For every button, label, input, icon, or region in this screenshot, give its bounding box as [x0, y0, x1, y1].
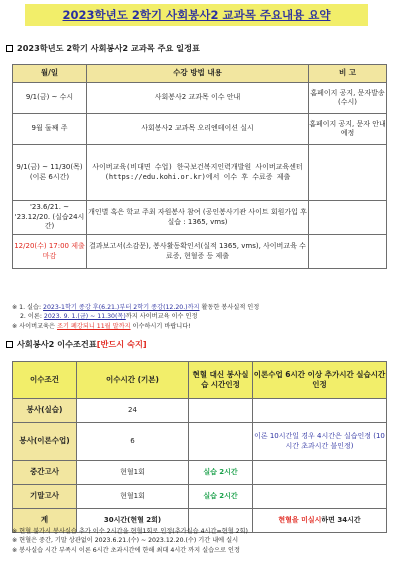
schedule-table [12, 64, 387, 269]
table-row [13, 145, 387, 201]
note-line: ※ 현혈은 중간, 기말 상관없이 2023.6.21.(수) ~ 2023.12.20.(수) 기간 내에 실시 [12, 537, 239, 545]
row-label: 중간고사 [13, 461, 77, 485]
table-row [13, 235, 387, 269]
note-text: 까지 사이버교육 이수 인정 [125, 313, 198, 321]
row-extra [253, 399, 387, 423]
table-row [13, 485, 387, 509]
note-line: ※ 봉사실습 시간 부족시 이론 6시간 초과시간에 한해 최대 4시간 까지 실습으로 인정 [12, 546, 240, 554]
table-row [13, 201, 387, 235]
note-text: 활동한 봉사실적 인정 [199, 304, 260, 311]
schedule-heading [6, 43, 200, 54]
row-donation [189, 423, 253, 461]
requirements-heading-emphasis: [반드시 숙지] [96, 339, 147, 349]
schedule-heading-text: 2023학년도 2학기 사회봉사2 교과목 주요 일정표 [17, 43, 200, 53]
row-content: 개인별 혹은 학교 주최 자원봉사 참여 (공인봉사기관 사이트 회원가입 후 실습 : 1365, vms) [87, 201, 309, 235]
note-text: 2. 이론: [20, 313, 44, 321]
checkbox-square-icon [6, 341, 13, 348]
requirements-notes [12, 527, 248, 555]
note-text: 이수하시기 바랍니다! [130, 322, 191, 330]
requirements-heading [6, 339, 147, 350]
note-highlight: 2023-1학기 종강 후(6.21.)부터 2학기 종강(12.20.)까지 [43, 304, 200, 311]
header-donation: 현혈 대신 봉사실습 시간인정 [189, 362, 253, 399]
row-content: 사회봉사2 교과목 오리엔테이션 실시 [87, 114, 309, 145]
header-hours: 이수시간 (기본) [77, 362, 189, 399]
header-extra: 이론수업 6시간 이상 추가시간 실습시간 인정 [253, 362, 387, 399]
header-note: 비 고 [309, 65, 387, 83]
note-text: ※ 사이버교육은 [12, 322, 57, 330]
row-donation [189, 399, 253, 423]
page-title: 2023학년도 2학기 사회봉사2 교과목 주요내용 요약 [25, 4, 368, 26]
row-label: 계 [13, 509, 77, 533]
row-note: 홈페이지 공지, 문자 안내 예정 [309, 114, 387, 145]
row-donation: 실습 2시간 [189, 461, 253, 485]
row-date: 9/1(금) ~ 11/30(목) (이론 6시간) [13, 145, 87, 201]
row-hours: 현혈1회 [77, 461, 189, 485]
row-note [309, 201, 387, 235]
table-row [13, 114, 387, 145]
row-date: '23.6/21. ~ '23.12/20. (실습24시간) [13, 201, 87, 235]
table-row [13, 423, 387, 461]
row-extra [253, 461, 387, 485]
table-row [13, 399, 387, 423]
note-highlight: 2023. 9. 1.(금) ~ 11.30(목) [43, 313, 126, 321]
row-content: 사이버교육(비대면 수업) 한국보건복지인력개발원 사이버교육센터(https://edu.kohi.or.kr)에서 이수 후 수료증 제출 [87, 145, 309, 201]
note-text: ※ 1. 실습: [12, 304, 44, 311]
table-row [13, 83, 387, 114]
total-extra-emphasis: 현혈을 미실시 [278, 515, 322, 524]
row-note [309, 145, 387, 201]
row-label: 봉사(이론수업) [13, 423, 77, 461]
note-highlight: 조기 폐강되니 11월 말까지 [56, 322, 131, 330]
row-hours: 24 [77, 399, 189, 423]
row-note [309, 235, 387, 269]
row-label: 기말고사 [13, 485, 77, 509]
requirements-heading-text: 사회봉사2 이수조건표 [17, 339, 97, 349]
note-line [12, 322, 259, 331]
row-date: 9월 둘째 주 [13, 114, 87, 145]
total-extra-text: 하면 34시간 [321, 515, 361, 524]
row-extra [253, 485, 387, 509]
row-extra [253, 509, 387, 533]
row-hours: 현혈1회 [77, 485, 189, 509]
schedule-notes [12, 303, 259, 331]
schedule-header-row [13, 65, 387, 83]
requirements-header-row [13, 362, 387, 399]
header-condition: 이수조건 [13, 362, 77, 399]
note-line: ※ 현혈 불가시 봉사실습 추가 이수 2시간을 현혈1회로 인정(추가실습 4시간=현혈 2회) [12, 528, 248, 535]
row-hours: 6 [77, 423, 189, 461]
note-line [12, 303, 259, 312]
requirements-table [12, 361, 387, 533]
header-date: 월/일 [13, 65, 87, 83]
checkbox-square-icon [6, 45, 13, 52]
row-donation: 실습 2시간 [189, 485, 253, 509]
row-note: 홈페이지 공지, 문자발송(수시) [309, 83, 387, 114]
row-label: 봉사(실습) [13, 399, 77, 423]
row-content: 사회봉사2 교과목 이수 안내 [87, 83, 309, 114]
row-date: 12/20(수) 17:00 제출마감 [13, 235, 87, 269]
row-date: 9/1(금) ~ 수시 [13, 83, 87, 114]
note-line [12, 312, 259, 321]
row-content: 결과보고서(소감문), 봉사활동확인서(실적 1365, vms), 사이버교육 수료증, 현혈증 등 제출 [87, 235, 309, 269]
header-content: 수강 방법 내용 [87, 65, 309, 83]
row-hours: 30시간(현혈 2회) [77, 509, 189, 533]
row-extra: 이론 10시간일 경우 4시간은 실습인정 (10시간 초과시간 불인정) [253, 423, 387, 461]
table-row [13, 461, 387, 485]
